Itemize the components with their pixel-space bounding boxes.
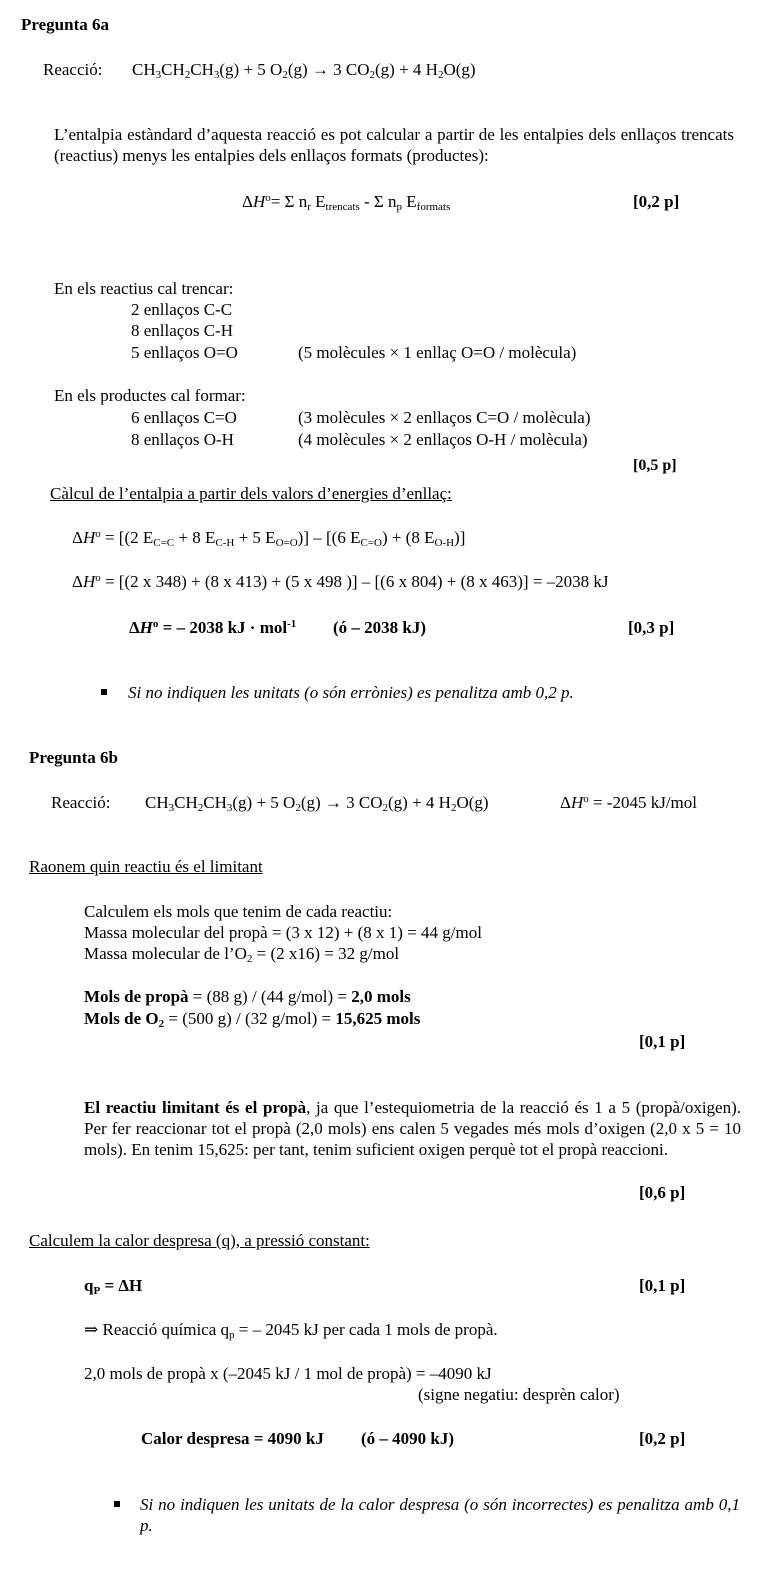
q6b-score-d: [0,2 p] — [639, 1429, 686, 1448]
q6b-mm-o2: Massa molecular de $l’O_2 = (2$ x16) = 32 g/mol — [84, 944, 400, 965]
q6a-bond-co: 6 enllaços C=O — [131, 408, 237, 427]
q6b-mols-propane-calc: = (88 g) / (44 g/mol) = — [188, 987, 352, 1006]
q6a-result: $\Delta H^o$ = – 2038 kJ · mol$^{-1}$ — [129, 618, 297, 637]
q6a-result-alt: (ó – 2038 kJ) — [333, 618, 427, 637]
q6b-mm-propane: Massa molecular del propà = (3 x 12) + (8 x 1) = 44 g/mol — [84, 923, 482, 942]
q6b-mm-o2-b: = (2 x16) = 32 g/mol — [252, 944, 400, 963]
q6b-mols-o2-calc: = (500 g) / (32 g/mol) = — [164, 1009, 336, 1028]
q6b-limiting-heading: Raonem quin reactiu és el limitant — [29, 857, 263, 876]
q6a-bond-oo-note: (5 molècules × 1 enllaç O=O / molècula) — [298, 343, 577, 362]
q6b-score-b: [0,6 p] — [639, 1183, 686, 1202]
q6b-limiting-paragraph — [84, 1097, 741, 1160]
q6b-mols-o2-label: Mols de O — [84, 1009, 159, 1028]
q6b-heat-result: Calor despresa = 4090 kJ — [141, 1429, 324, 1448]
q6b-score-c: [0,1 p] — [639, 1276, 686, 1295]
q6a-formula-score: [0,2 p] — [633, 192, 680, 211]
q6a-numeric-equation: $\Delta H^o = [(2$ x 348) + (8 x 413) + (5 x 498 )] – [(6 x 804) + (8 x 463)] = –2038 kJ — [72, 572, 609, 591]
q6a-bond-ch: 8 enllaços C-H — [131, 321, 233, 340]
q6a-products-heading: En els productes cal formar: — [54, 386, 246, 405]
q6a-reactants-heading: En els reactius cal trencar: — [54, 279, 234, 298]
q6b-mols-propane-label: Mols de propà — [84, 987, 189, 1006]
q6a-result-main: = – 2038 kJ · mol — [162, 618, 288, 637]
q6b-mols-propane-value: 2,0 mols — [351, 987, 411, 1006]
q6a-note-bullet — [101, 689, 107, 695]
q6b-heat-alt: (ó – 4090 kJ) — [361, 1429, 455, 1448]
q6b-limiting-text: , ja que l’estequiometria de la reacció és 1 a 5 (propà/oxigen). Per fer reaccionar tot el propà (2,0 mols) ens calen 5 vegades més mols d’oxigen (2,0 x 5 = 10 mols). En tenim 15,625: per tant, tenim suficient oxigen perquè tot el propà reaccioni. — [84, 1098, 741, 1159]
q6a-cut-score: [0,5 p] — [633, 457, 677, 474]
q6a-bond-oh: 8 enllaços O-H — [131, 430, 234, 449]
q6b-mm-o2-a: Massa molecular de l’O — [84, 944, 247, 963]
q6b-heat-heading: Calculem la calor despresa (q), a pressió constant: — [29, 1231, 370, 1250]
q6b-heat-calc: 2,0 mols de propà x (–2045 kJ / 1 mol de propà) = –4090 kJ — [84, 1364, 492, 1383]
q6a-title: Pregunta 6a — [21, 15, 109, 34]
q6a-bond-oh-note: (4 molècules × 2 enllaços O-H / molècula) — [298, 430, 588, 449]
q6b-mols-intro: Calculem els mols que tenim de cada reactiu: — [84, 902, 393, 921]
q6a-note: Si no indiquen les unitats (o són errònies) es penalitza amb 0,2 p. — [128, 683, 574, 702]
arrow-icon: ⇒ — [84, 1320, 99, 1339]
q6a-reaction-label: Reacció: — [43, 60, 103, 79]
q6a-reaction-equation: $CH_3CH_2CH_3(g) + 5$ $O_2(g) \to 3$ $CO_2(g) + 4$ $H_2O(g)$ — [132, 60, 476, 81]
q6b-dh: $\Delta H^o = -2045$ kJ/mol — [560, 793, 698, 812]
q6a-bond-cc: 2 enllaços C-C — [131, 300, 233, 319]
q6b-reaction-q: ⇒ Reacció química $q_p$ = – 2045 kJ per cada 1 mols de propà. — [84, 1320, 498, 1341]
q6a-bond-oo: 5 enllaços O=O — [131, 343, 238, 362]
q6b-note-bullet — [114, 1501, 120, 1507]
q6b-limiting-bold: El reactiu limitant és el propà — [84, 1098, 307, 1117]
q6b-note: Si no indiquen les unitats de la calor despresa (o són incorrectes) es penalitza amb 0,1 p. — [140, 1495, 740, 1535]
q6b-reaction-label: Reacció: — [51, 793, 111, 812]
q6b-reaction-q-a: Reacció química q — [102, 1320, 230, 1339]
q6a-numeric-equation-text: = [(2 x 348) + (8 x 413) + (5 x 498 )] – [(6 x 804) + (8 x 463)] = –2038 kJ — [104, 572, 609, 591]
q6b-heat-sign: (signe negatiu: desprèn calor) — [418, 1385, 620, 1404]
q6b-mols-propane — [84, 987, 411, 1007]
q6a-intro: L’entalpia estàndard d’aquesta reacció es pot calcular a partir de les entalpies dels enllaços trencats (reactius) menys les entalpies dels enllaços formats (productes): — [54, 125, 734, 165]
q6a-bond-co-note: (3 molècules × 2 enllaços C=O / molècula) — [298, 408, 591, 427]
q6a-enthalpy-formula: $\Delta H^o= \Sigma$ $n_r$ $E_{trencats}$ - Σ $n_p$ $E_{formats}$ — [242, 192, 451, 213]
q6b-mols-o2: Mols de $O_2 = (500$ g) / (32 g/mol) = 15,625 mols — [84, 1009, 421, 1030]
q6b-mols-o2-value: 15,625 mols — [335, 1009, 421, 1028]
q6b-title: Pregunta 6b — [29, 748, 118, 767]
q6b-reaction-equation: $CH_3CH_2CH_3(g) + 5$ $O_2(g) \to 3$ $CO_2(g) + 4$ $H_2O(g)$ — [145, 793, 489, 814]
q6a-calc-heading: Càlcul de l’entalpia a partir dels valors d’energies d’enllaç: — [50, 484, 452, 503]
q6b-reaction-q-b: = – 2045 kJ per cada 1 mols de propà. — [234, 1320, 498, 1339]
q6a-cut-score-container — [633, 456, 693, 474]
q6a-result-score: [0,3 p] — [628, 618, 675, 637]
q6b-qp-formula: $q_P = \Delta H$ — [84, 1276, 143, 1297]
q6b-score-a: [0,1 p] — [639, 1032, 686, 1051]
q6a-symbolic-equation: $\Delta H^o = [(2$ $E_{C=C} + 8$ $E_{C-H} + 5$ $E_{O=O})] - [(6$ $E_{C=O}) + (8$ $E_{O-H}$)] — [72, 528, 466, 549]
q6b-dh-value: = -2045 kJ/mol — [592, 793, 698, 812]
